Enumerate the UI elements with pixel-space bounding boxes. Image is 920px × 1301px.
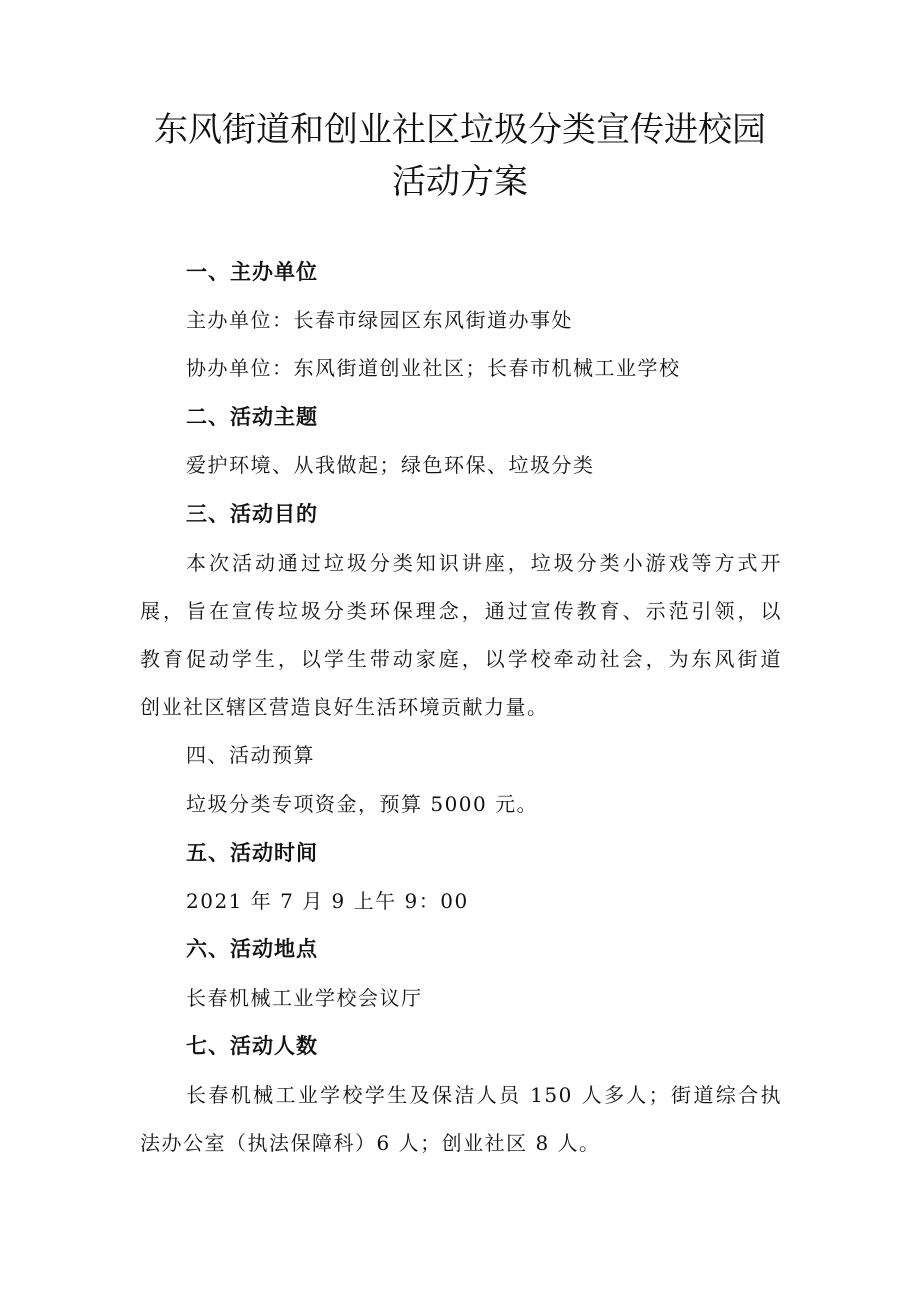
section-heading-time: 五、活动时间	[186, 841, 318, 865]
purpose-line-4: 创业社区辖区营造良好生活环境贡献力量。	[140, 695, 549, 719]
section-heading-theme: 二、活动主题	[186, 405, 318, 429]
purpose-line-1: 本次活动通过垃圾分类知识讲座，垃圾分类小游戏等方式开	[186, 551, 782, 575]
participants-line-1: 长春机械工业学校学生及保洁人员 150 人多人；街道综合执	[186, 1083, 782, 1107]
document-title-line-1: 东风街道和创业社区垃圾分类宣传进校园	[154, 110, 766, 150]
venue-text: 长春机械工业学校会议厅	[186, 986, 423, 1010]
co-host-unit-text: 协办单位：东风街道创业社区；长春市机械工业学校	[186, 356, 681, 380]
purpose-line-3: 教育促动学生，以学生带动家庭，以学校牵动社会，为东风街道	[140, 647, 782, 671]
section-heading-participants: 七、活动人数	[186, 1034, 318, 1058]
purpose-line-2: 展，旨在宣传垃圾分类环保理念，通过宣传教育、示范引领，以	[140, 599, 782, 623]
budget-text: 垃圾分类专项资金，预算 5000 元。	[186, 792, 539, 816]
section-heading-organizer: 一、主办单位	[186, 260, 318, 284]
section-heading-budget: 四、活动预算	[186, 743, 315, 767]
section-heading-purpose: 三、活动目的	[186, 502, 318, 526]
time-text: 2021 年 7 月 9 上午 9：00	[186, 889, 469, 913]
host-unit-text: 主办单位：长春市绿园区东风街道办事处	[186, 308, 573, 332]
theme-text: 爱护环境、从我做起；绿色环保、垃圾分类	[186, 453, 595, 477]
section-heading-venue: 六、活动地点	[186, 937, 318, 961]
participants-line-2: 法办公室（执法保障科）6 人；创业社区 8 人。	[140, 1131, 601, 1155]
document-title-line-2: 活动方案	[392, 162, 528, 202]
